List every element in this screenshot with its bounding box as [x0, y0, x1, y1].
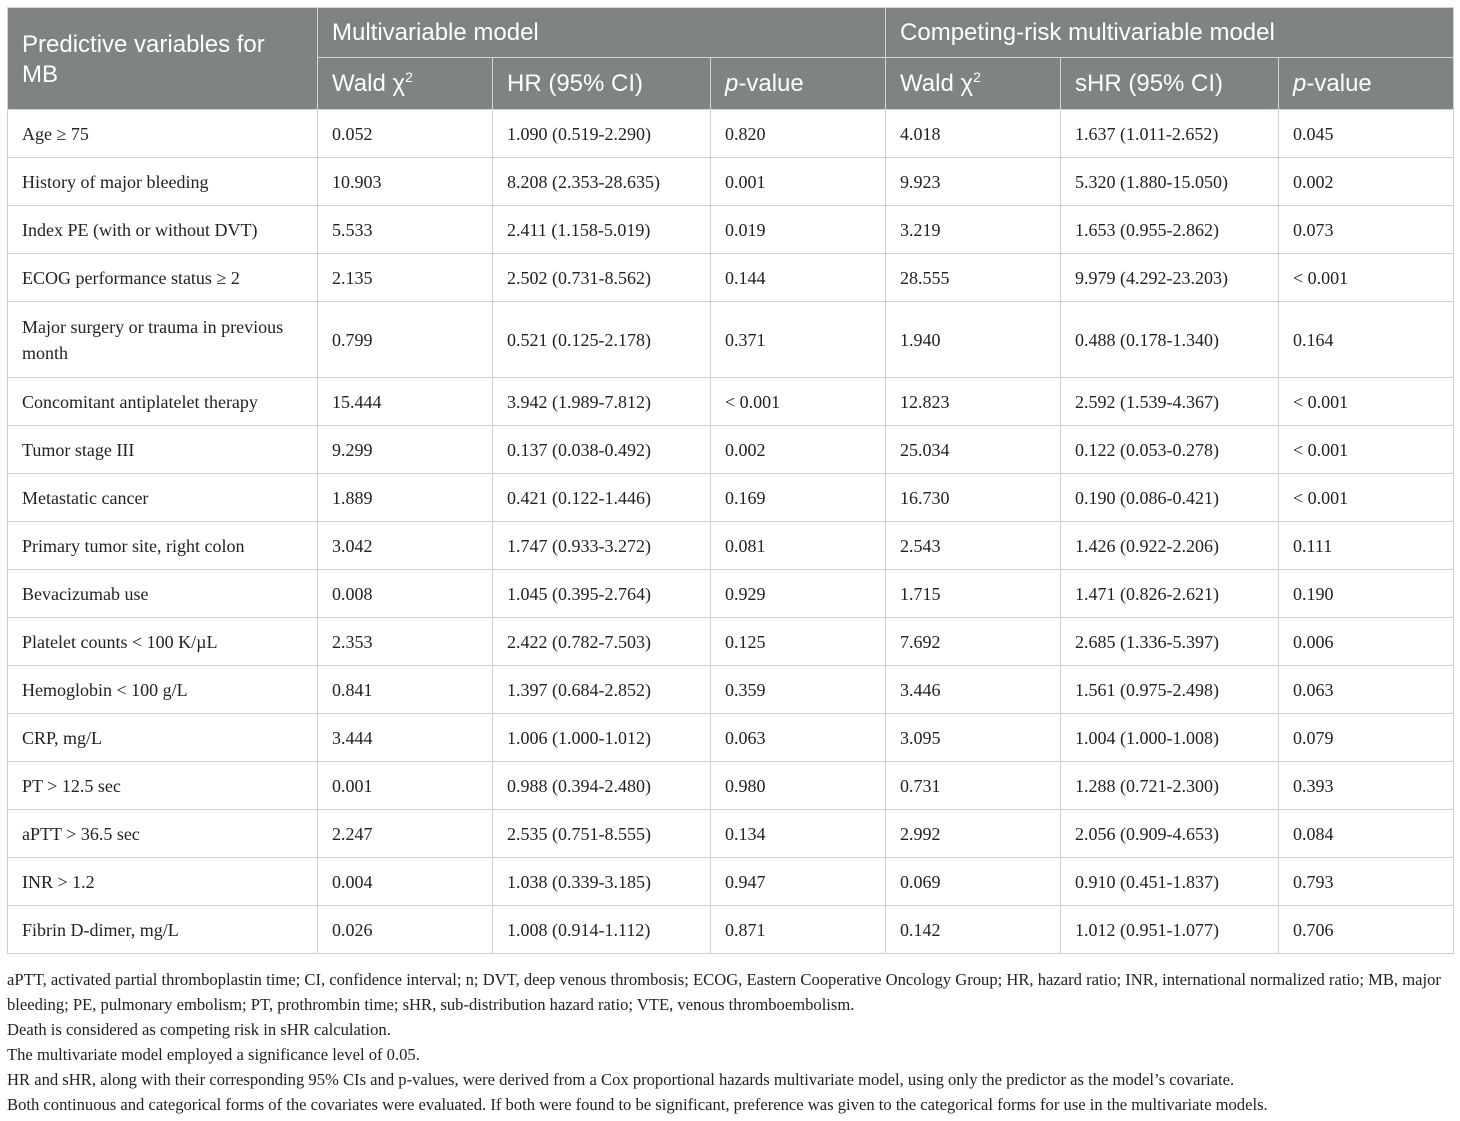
hr-ci-cell: 1.006 (1.000-1.012) — [493, 714, 711, 762]
shr-ci-cell: 1.288 (0.721-2.300) — [1061, 762, 1279, 810]
variable-cell: Metastatic cancer — [8, 474, 318, 522]
table-row — [8, 714, 1454, 762]
competing-p-value-cell: 0.111 — [1279, 522, 1454, 570]
shr-ci-cell: 1.004 (1.000-1.008) — [1061, 714, 1279, 762]
shr-ci-cell: 0.488 (0.178-1.340) — [1061, 302, 1279, 378]
wald-chi2-cell: 2.353 — [318, 618, 493, 666]
competing-p-value-cell: 0.002 — [1279, 158, 1454, 206]
p-value-cell: 0.081 — [711, 522, 886, 570]
competing-p-value-cell: < 0.001 — [1279, 254, 1454, 302]
header-multivariable-model: Multivariable model — [318, 8, 886, 58]
wald-superscript: 2 — [405, 69, 413, 85]
competing-wald-chi2-cell: 3.446 — [886, 666, 1061, 714]
variable-cell: Concomitant antiplatelet therapy — [8, 378, 318, 426]
competing-p-value-cell: 0.393 — [1279, 762, 1454, 810]
p-rest: -value — [1306, 69, 1372, 97]
header-pvalue-1 — [711, 58, 886, 110]
p-value-cell: 0.134 — [711, 810, 886, 858]
competing-p-value-cell: 0.006 — [1279, 618, 1454, 666]
wald-label: Wald χ — [900, 70, 974, 97]
competing-wald-chi2-cell: 12.823 — [886, 378, 1061, 426]
wald-chi2-cell: 10.903 — [318, 158, 493, 206]
hr-ci-cell: 0.137 (0.038-0.492) — [493, 426, 711, 474]
competing-wald-chi2-cell: 3.219 — [886, 206, 1061, 254]
hr-ci-cell: 2.502 (0.731-8.562) — [493, 254, 711, 302]
table-footnotes — [7, 967, 1457, 1117]
p-italic: p — [725, 69, 739, 97]
wald-chi2-cell: 3.042 — [318, 522, 493, 570]
shr-ci-cell: 0.190 (0.086-0.421) — [1061, 474, 1279, 522]
variable-cell: Fibrin D-dimer, mg/L — [8, 906, 318, 954]
shr-ci-cell: 2.685 (1.336-5.397) — [1061, 618, 1279, 666]
wald-chi2-cell: 0.026 — [318, 906, 493, 954]
table-row — [8, 810, 1454, 858]
p-value-cell: 0.359 — [711, 666, 886, 714]
footnote: HR and sHR, along with their corresponding 95% CIs and p-values, were derived from a Cox proportional hazards multivariate model, using only the predictor as the model’s covariate. — [7, 1070, 1235, 1089]
shr-ci-cell: 5.320 (1.880-15.050) — [1061, 158, 1279, 206]
shr-ci-cell: 1.653 (0.955-2.862) — [1061, 206, 1279, 254]
competing-p-value-cell: 0.045 — [1279, 110, 1454, 158]
wald-chi2-cell: 2.135 — [318, 254, 493, 302]
hr-ci-cell: 1.008 (0.914-1.112) — [493, 906, 711, 954]
shr-ci-cell: 2.592 (1.539-4.367) — [1061, 378, 1279, 426]
table-header — [8, 8, 1454, 110]
shr-ci-cell: 2.056 (0.909-4.653) — [1061, 810, 1279, 858]
competing-wald-chi2-cell: 2.543 — [886, 522, 1061, 570]
competing-wald-chi2-cell: 0.731 — [886, 762, 1061, 810]
p-value-cell: 0.820 — [711, 110, 886, 158]
hr-ci-cell: 0.988 (0.394-2.480) — [493, 762, 711, 810]
competing-p-value-cell: < 0.001 — [1279, 378, 1454, 426]
variable-cell: Platelet counts < 100 K/µL — [8, 618, 318, 666]
footnote: Both continuous and categorical forms of the covariates were evaluated. If both were found to be significant, preference was given to the categorical forms for use in the multivariate models. — [7, 1095, 1268, 1114]
p-value-cell: 0.002 — [711, 426, 886, 474]
hr-ci-cell: 1.090 (0.519-2.290) — [493, 110, 711, 158]
table-row — [8, 426, 1454, 474]
hr-ci-cell: 0.521 (0.125-2.178) — [493, 302, 711, 378]
hr-ci-cell: 3.942 (1.989-7.812) — [493, 378, 711, 426]
p-value-cell: < 0.001 — [711, 378, 886, 426]
wald-chi2-cell: 0.004 — [318, 858, 493, 906]
table-row — [8, 762, 1454, 810]
table-row — [8, 158, 1454, 206]
wald-chi2-cell: 0.008 — [318, 570, 493, 618]
shr-ci-cell: 1.012 (0.951-1.077) — [1061, 906, 1279, 954]
competing-wald-chi2-cell: 0.142 — [886, 906, 1061, 954]
shr-ci-cell: 1.561 (0.975-2.498) — [1061, 666, 1279, 714]
table-row — [8, 474, 1454, 522]
competing-p-value-cell: < 0.001 — [1279, 474, 1454, 522]
p-value-cell: 0.947 — [711, 858, 886, 906]
wald-chi2-cell: 15.444 — [318, 378, 493, 426]
hr-ci-cell: 2.535 (0.751-8.555) — [493, 810, 711, 858]
p-rest: -value — [738, 69, 804, 97]
table-row — [8, 858, 1454, 906]
variable-cell: PT > 12.5 sec — [8, 762, 318, 810]
table-row — [8, 666, 1454, 714]
wald-chi2-cell: 5.533 — [318, 206, 493, 254]
variable-cell: Primary tumor site, right colon — [8, 522, 318, 570]
competing-wald-chi2-cell: 9.923 — [886, 158, 1061, 206]
p-value-cell: 0.125 — [711, 618, 886, 666]
p-value-cell: 0.371 — [711, 302, 886, 378]
variable-cell: History of major bleeding — [8, 158, 318, 206]
variable-cell: ECOG performance status ≥ 2 — [8, 254, 318, 302]
hr-ci-cell: 2.422 (0.782-7.503) — [493, 618, 711, 666]
variable-cell: Hemoglobin < 100 g/L — [8, 666, 318, 714]
competing-wald-chi2-cell: 3.095 — [886, 714, 1061, 762]
variable-cell: Major surgery or trauma in previous month — [8, 302, 318, 378]
competing-p-value-cell: 0.706 — [1279, 906, 1454, 954]
wald-superscript: 2 — [973, 69, 981, 85]
competing-wald-chi2-cell: 16.730 — [886, 474, 1061, 522]
p-value-cell: 0.001 — [711, 158, 886, 206]
header-shr: sHR (95% CI) — [1061, 58, 1279, 110]
results-table — [7, 7, 1454, 954]
hr-ci-cell: 8.208 (2.353-28.635) — [493, 158, 711, 206]
hr-ci-cell: 0.421 (0.122-1.446) — [493, 474, 711, 522]
competing-wald-chi2-cell: 1.715 — [886, 570, 1061, 618]
table-row — [8, 302, 1454, 378]
table-row — [8, 206, 1454, 254]
p-italic: p — [1293, 69, 1307, 97]
competing-p-value-cell: 0.063 — [1279, 666, 1454, 714]
competing-p-value-cell: 0.164 — [1279, 302, 1454, 378]
header-hr: HR (95% CI) — [493, 58, 711, 110]
table-body — [8, 110, 1454, 954]
hr-ci-cell: 1.747 (0.933-3.272) — [493, 522, 711, 570]
shr-ci-cell: 9.979 (4.292-23.203) — [1061, 254, 1279, 302]
p-value-cell: 0.019 — [711, 206, 886, 254]
table-row — [8, 618, 1454, 666]
table-row — [8, 522, 1454, 570]
variable-cell: CRP, mg/L — [8, 714, 318, 762]
competing-wald-chi2-cell: 25.034 — [886, 426, 1061, 474]
results-table-container — [7, 7, 1453, 954]
shr-ci-cell: 1.471 (0.826-2.621) — [1061, 570, 1279, 618]
wald-chi2-cell: 0.841 — [318, 666, 493, 714]
hr-ci-cell: 1.397 (0.684-2.852) — [493, 666, 711, 714]
table-row — [8, 906, 1454, 954]
variable-cell: aPTT > 36.5 sec — [8, 810, 318, 858]
hr-ci-cell: 1.038 (0.339-3.185) — [493, 858, 711, 906]
footnote: The multivariate model employed a significance level of 0.05. — [7, 1045, 420, 1064]
wald-chi2-cell: 0.799 — [318, 302, 493, 378]
competing-wald-chi2-cell: 1.940 — [886, 302, 1061, 378]
competing-wald-chi2-cell: 4.018 — [886, 110, 1061, 158]
competing-p-value-cell: 0.190 — [1279, 570, 1454, 618]
competing-p-value-cell: 0.079 — [1279, 714, 1454, 762]
p-value-cell: 0.063 — [711, 714, 886, 762]
competing-wald-chi2-cell: 2.992 — [886, 810, 1061, 858]
variable-cell: Index PE (with or without DVT) — [8, 206, 318, 254]
wald-label: Wald χ — [332, 70, 406, 97]
shr-ci-cell: 0.910 (0.451-1.837) — [1061, 858, 1279, 906]
wald-chi2-cell: 9.299 — [318, 426, 493, 474]
header-pvalue-2 — [1279, 58, 1454, 110]
table-row — [8, 110, 1454, 158]
table-row — [8, 254, 1454, 302]
p-value-cell: 0.871 — [711, 906, 886, 954]
header-wald-1 — [318, 58, 493, 110]
shr-ci-cell: 0.122 (0.053-0.278) — [1061, 426, 1279, 474]
wald-chi2-cell: 3.444 — [318, 714, 493, 762]
table-row — [8, 570, 1454, 618]
competing-p-value-cell: 0.793 — [1279, 858, 1454, 906]
p-value-cell: 0.929 — [711, 570, 886, 618]
table-row — [8, 378, 1454, 426]
competing-wald-chi2-cell: 7.692 — [886, 618, 1061, 666]
footnote: Death is considered as competing risk in sHR calculation. — [7, 1020, 391, 1039]
variable-cell: Tumor stage III — [8, 426, 318, 474]
p-value-cell: 0.144 — [711, 254, 886, 302]
wald-chi2-cell: 0.052 — [318, 110, 493, 158]
variable-cell: Age ≥ 75 — [8, 110, 318, 158]
hr-ci-cell: 1.045 (0.395-2.764) — [493, 570, 711, 618]
competing-wald-chi2-cell: 28.555 — [886, 254, 1061, 302]
wald-chi2-cell: 2.247 — [318, 810, 493, 858]
header-wald-2 — [886, 58, 1061, 110]
header-competing-risk-model: Competing-risk multivariable model — [886, 8, 1454, 58]
shr-ci-cell: 1.426 (0.922-2.206) — [1061, 522, 1279, 570]
hr-ci-cell: 2.411 (1.158-5.019) — [493, 206, 711, 254]
p-value-cell: 0.169 — [711, 474, 886, 522]
competing-p-value-cell: 0.073 — [1279, 206, 1454, 254]
footnote: aPTT, activated partial thromboplastin time; CI, confidence interval; n; DVT, deep venous thrombosis; ECOG, Eastern Cooperative Oncology Group; HR, hazard ratio; INR, international normalized ratio; MB, major bleeding; PE, pulmonary embolism; PT, prothrombin time; sHR, sub-distribution hazard ratio; VTE, venous thromboembolism. — [7, 970, 1441, 1014]
wald-chi2-cell: 0.001 — [318, 762, 493, 810]
p-value-cell: 0.980 — [711, 762, 886, 810]
shr-ci-cell: 1.637 (1.011-2.652) — [1061, 110, 1279, 158]
variable-cell: Bevacizumab use — [8, 570, 318, 618]
header-predictive-variables: Predictive variables for MB — [8, 8, 318, 110]
wald-chi2-cell: 1.889 — [318, 474, 493, 522]
competing-p-value-cell: < 0.001 — [1279, 426, 1454, 474]
competing-p-value-cell: 0.084 — [1279, 810, 1454, 858]
variable-cell: INR > 1.2 — [8, 858, 318, 906]
competing-wald-chi2-cell: 0.069 — [886, 858, 1061, 906]
